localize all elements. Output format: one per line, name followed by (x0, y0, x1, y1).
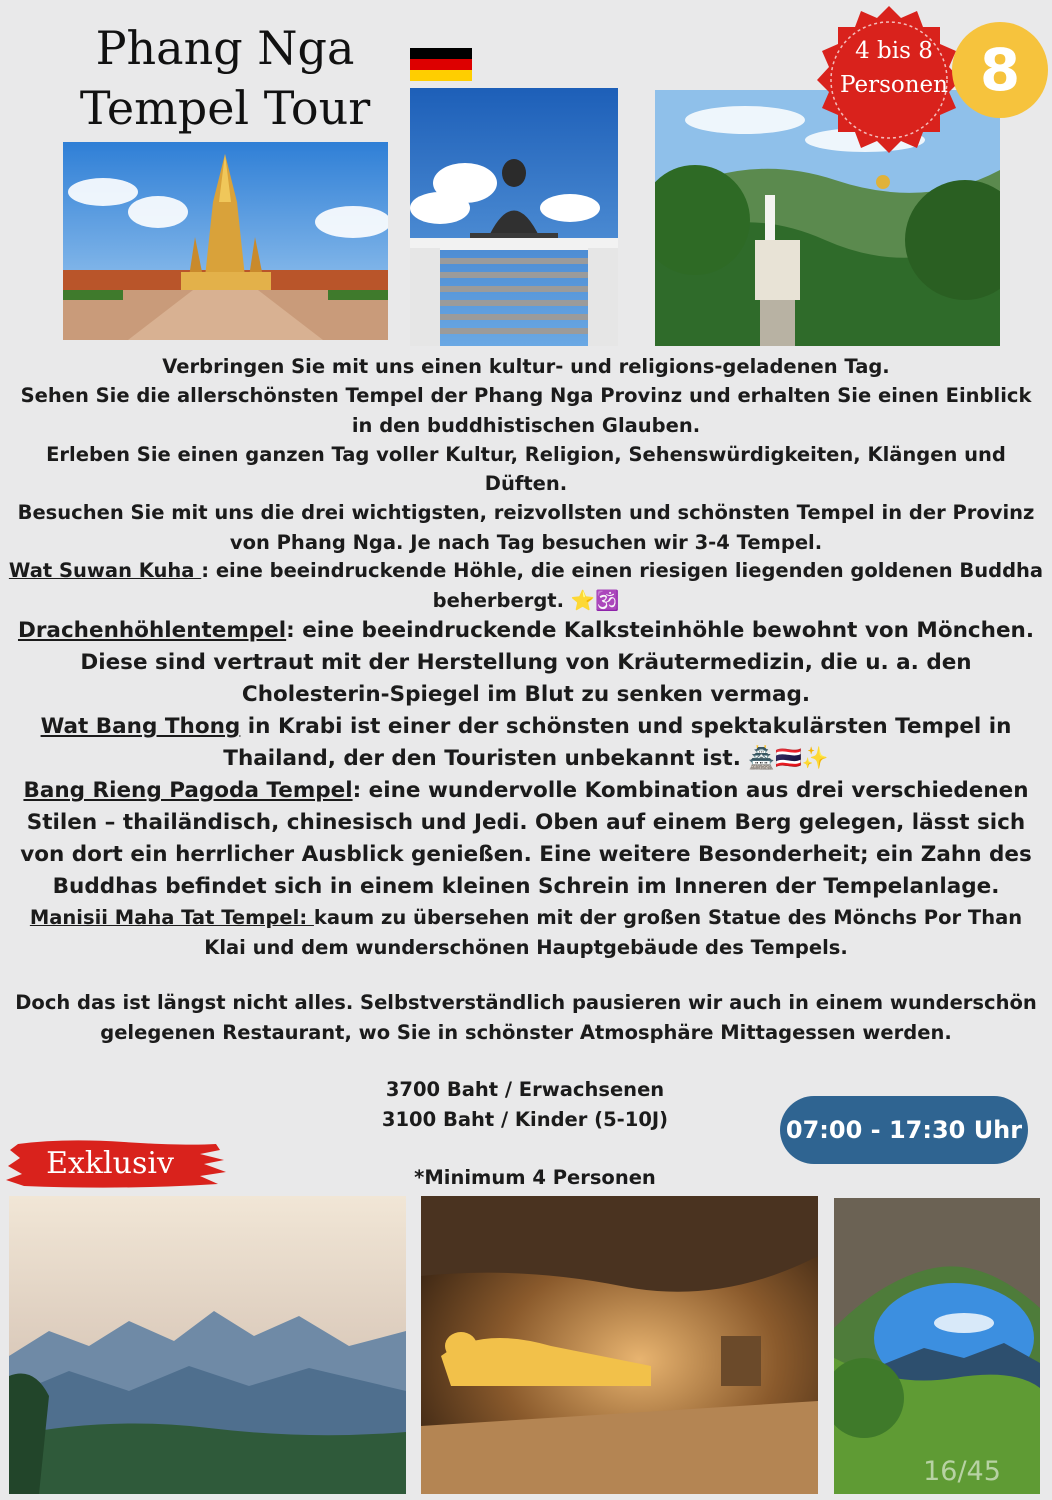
closing-line: Doch das ist längst nicht alles. Selbstverständlich pausieren wir auch in einem wunderschön gelegenen Restaurant, wo Sie in schönster Atmosphäre Mittagessen werden. (15, 991, 1037, 1044)
star-om-emoji-icon: ⭐🕉️ (570, 588, 620, 612)
temple-text: kaum zu übersehen mit der großen Statue des Mönchs Por Than Klai und dem wunderschönen Hauptgebäude des Tempels. (204, 906, 1023, 959)
price-children: 3100 Baht / Kinder (5-10J) (381, 1107, 669, 1131)
persons-seal-text (830, 34, 958, 102)
temple-item-wat-suwan-kuha (8, 556, 1044, 615)
page-indicator: 16/45 (923, 1456, 1001, 1487)
monk-statue-photo (410, 88, 618, 346)
temple-text: in Krabi ist einer der schönsten und spektakulärsten Tempel in Thailand, der den Touristen unbekannt ist. (223, 714, 1012, 771)
temple-name: Manisii Maha Tat Tempel: (29, 906, 314, 929)
intro-line-4: Besuchen Sie mit uns die drei wichtigsten, reizvollsten und schönsten Tempel in der Provinz von Phang Nga. Je nach Tag besuchen wir 3-4 Tempel. (17, 501, 1035, 554)
golden-pagoda-photo (63, 142, 388, 340)
number-badge: 8 (952, 22, 1048, 118)
mountain-landscape-photo (9, 1196, 406, 1494)
intro-line-3: Erleben Sie einen ganzen Tag voller Kultur, Religion, Sehenswürdigkeiten, Klängen und Düften. (46, 442, 1006, 496)
pricing-block (330, 1075, 720, 1134)
seal-line-2: Personen (840, 72, 948, 98)
temple-name: Wat Suwan Kuha (8, 559, 202, 582)
seal-line-1: 4 bis 8 (855, 38, 933, 64)
time-badge: 07:00 - 17:30 Uhr (780, 1096, 1028, 1164)
temple-descriptions (8, 556, 1044, 962)
title-line-2: Tempel Tour (79, 81, 371, 135)
closing-text (8, 988, 1044, 1047)
temple-name: Bang Rieng Pagoda Tempel (23, 778, 353, 803)
exklusiv-label: Exklusiv (46, 1146, 174, 1181)
page-title (70, 18, 380, 138)
minimum-persons: *Minimum 4 Personen (414, 1166, 656, 1189)
intro-line-1: Verbringen Sie mit uns einen kultur- und religions-geladenen Tag. (162, 355, 890, 378)
german-flag-icon (410, 48, 472, 81)
temple-flag-sparkle-emoji-icon: 🏯🇹🇭✨ (748, 746, 829, 771)
temple-item-drachenhoehlentempel (8, 615, 1044, 711)
temple-text: : eine wundervolle Kombination aus drei verschiedenen Stilen – thailändisch, chinesisch und Jedi. Oben auf einem Berg gelegen, lässt sich von dort ein herrlicher Ausblick genießen. Eine weitere Besonderheit; ein Zahn des Buddhas befindet sich in einem kleinen Schrein im Inneren der Tempelanlage. (20, 778, 1032, 899)
temple-name: Wat Bang Thong (40, 714, 241, 739)
title-line-1: Phang Nga (95, 21, 355, 75)
temple-text: : eine beeindruckende Kalksteinhöhle bewohnt von Mönchen. Diese sind vertraut mit der Herstellung von Kräutermedizin, die u. a. den Cholesterin-Spiegel im Blut zu senken vermag. (80, 618, 1035, 707)
temple-name: Drachenhöhlentempel (17, 618, 287, 643)
temple-item-wat-bang-thong (8, 711, 1044, 775)
temple-text: : eine beeindruckende Höhle, die einen riesigen liegenden goldenen Buddha beherbergt. (201, 559, 1044, 612)
intro-text (8, 352, 1044, 557)
reclining-buddha-cave-photo (421, 1196, 818, 1494)
temple-item-bang-rieng (8, 775, 1044, 903)
temple-item-manisii (8, 903, 1044, 962)
cave-opening-jungle-photo (834, 1198, 1040, 1494)
intro-line-2: Sehen Sie die allerschönsten Tempel der Phang Nga Provinz und erhalten Sie einen Einblick in den buddhistischen Glauben. (20, 384, 1032, 437)
price-adults: 3700 Baht / Erwachsenen (385, 1078, 665, 1101)
